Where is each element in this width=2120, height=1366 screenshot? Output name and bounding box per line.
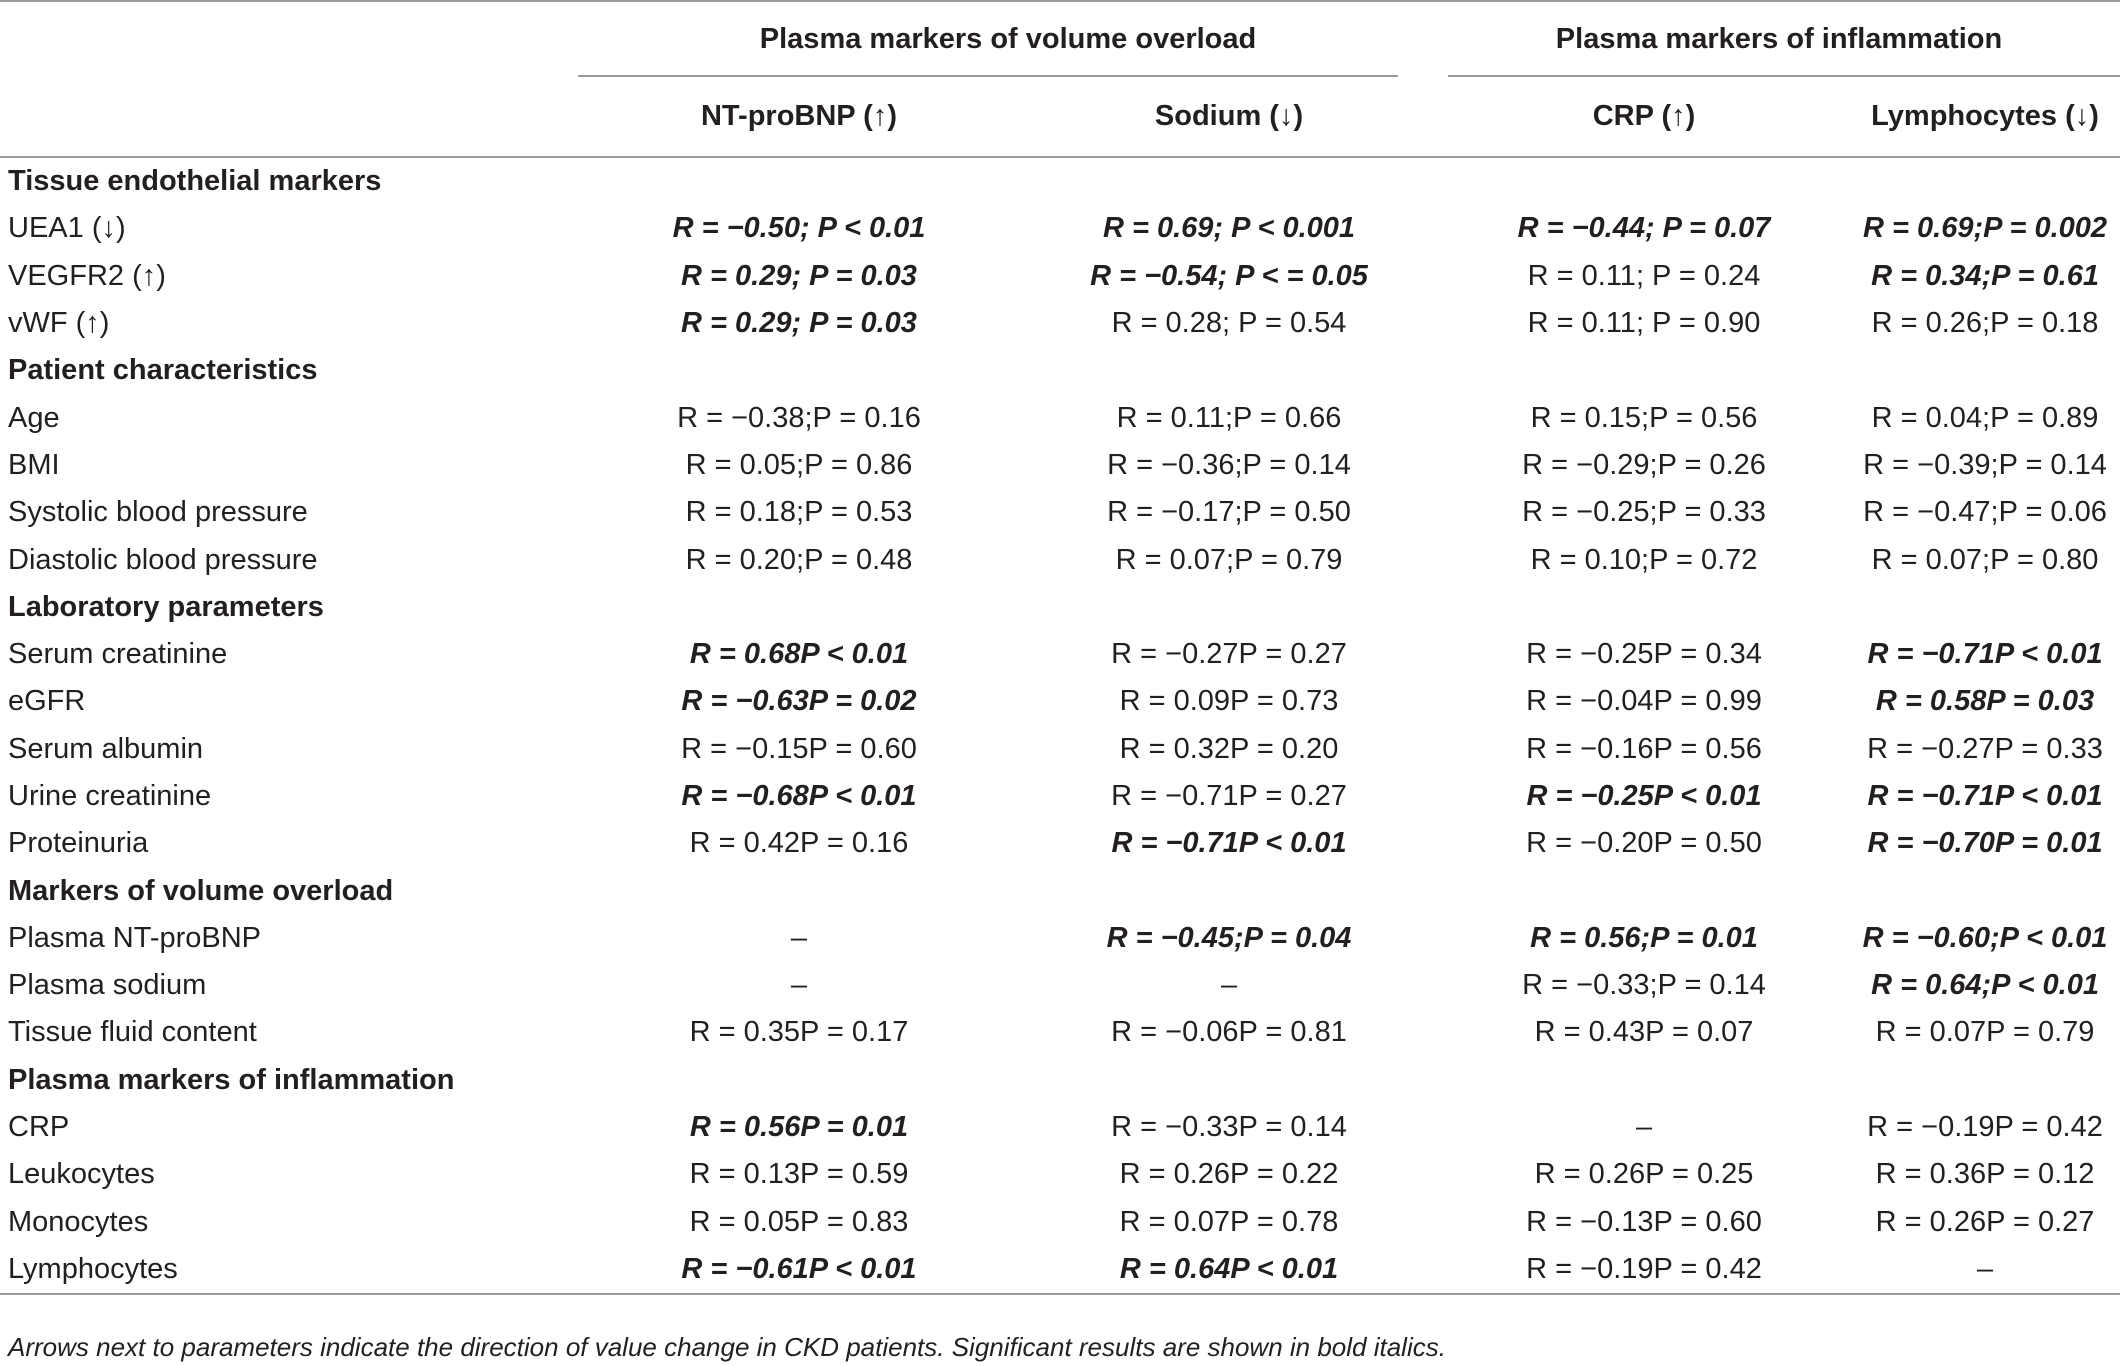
section-header-label: Patient characteristics (8, 354, 318, 387)
section-header-empty-cell (1850, 584, 2120, 631)
section-header-empty-cell (578, 1057, 1020, 1104)
row-label: UEA1 (↓) (8, 212, 126, 245)
section-header-empty-cell (578, 157, 1020, 205)
cell-sodium: R = 0.69; P < 0.001 (1102, 212, 1356, 245)
cell-lymphocytes: R = −0.47;P = 0.06 (1863, 496, 2107, 529)
row-label: Proteinuria (8, 827, 149, 860)
row-label: Urine creatinine (8, 780, 212, 812)
table-row (0, 773, 2120, 820)
column-header-sodium: Sodium (↓) (1020, 76, 1438, 157)
group-header-inflammation-label: Plasma markers of inflammation (1555, 22, 2003, 55)
cell-crp: R = 0.11; P = 0.24 (1527, 259, 1761, 292)
cell-sodium: R = −0.17;P = 0.50 (1107, 496, 1351, 529)
cell-lymphocytes: R = 0.64;P < 0.01 (1871, 969, 2099, 1002)
cell-lymphocytes: R = −0.70P = 0.01 (1867, 827, 2103, 860)
cell-lymphocytes: – (1850, 1246, 2120, 1294)
section-header-empty-cell (1020, 1057, 1438, 1104)
table-row (0, 300, 2120, 347)
cell-ntprobnp: R = −0.68P < 0.01 (681, 780, 917, 812)
cell-lymphocytes: R = −0.71P < 0.01 (1867, 638, 2103, 671)
group-header-volume-overload (578, 1, 1438, 76)
section-header-empty-cell (578, 347, 1020, 394)
section-header-empty-cell (1020, 584, 1438, 631)
section-header-empty-cell (578, 867, 1020, 914)
cell-ntprobnp: R = 0.05P = 0.83 (689, 1205, 909, 1238)
section-header-empty-cell (1438, 157, 1850, 205)
cell-lymphocytes: R = −0.71P < 0.01 (1867, 780, 2103, 812)
cell-ntprobnp: R = 0.29; P = 0.03 (681, 259, 917, 292)
section-header-label: Plasma markers of inflammation (8, 1063, 455, 1096)
cell-sodium: R = 0.07P = 0.78 (1119, 1205, 1339, 1238)
cell-lymphocytes: R = 0.58P = 0.03 (1875, 685, 2095, 718)
table-row (0, 253, 2120, 300)
table-row (0, 1199, 2120, 1246)
table-row (0, 1246, 2120, 1294)
row-label: BMI (8, 448, 60, 481)
table-row (0, 631, 2120, 678)
group-header-row (0, 1, 2120, 76)
cell-crp: R = −0.16P = 0.56 (1526, 732, 1762, 765)
cell-crp: R = −0.25;P = 0.33 (1522, 496, 1766, 529)
cell-crp: R = −0.04P = 0.99 (1526, 685, 1762, 718)
table-row (0, 1009, 2120, 1056)
section-header-empty-cell (1020, 867, 1438, 914)
column-header-crp: CRP (↑) (1438, 76, 1850, 157)
table-row (0, 394, 2120, 441)
row-label: Plasma NT-proBNP (8, 921, 262, 954)
cell-crp: R = 0.26P = 0.25 (1534, 1158, 1754, 1191)
cell-ntprobnp: R = −0.63P = 0.02 (681, 685, 917, 718)
cell-lymphocytes: R = 0.26P = 0.27 (1875, 1205, 2095, 1238)
section-header-row (0, 1057, 2120, 1104)
group-underline-inflammation (1448, 75, 2120, 77)
table-row (0, 442, 2120, 489)
cell-sodium: R = 0.07;P = 0.79 (1115, 543, 1343, 576)
table-row (0, 536, 2120, 583)
cell-sodium: R = 0.28; P = 0.54 (1111, 307, 1347, 340)
row-label: Age (8, 401, 60, 434)
cell-sodium: R = −0.71P < 0.01 (1111, 827, 1347, 860)
row-label: Diastolic blood pressure (8, 543, 318, 576)
column-header-row (0, 76, 2120, 157)
table-row (0, 820, 2120, 867)
cell-crp: R = −0.44; P = 0.07 (1517, 212, 1771, 245)
cell-sodium: R = −0.71P = 0.27 (1111, 780, 1347, 812)
cell-ntprobnp: R = −0.61P < 0.01 (578, 1246, 1020, 1294)
cell-sodium: R = −0.33P = 0.14 (1111, 1111, 1347, 1144)
cell-crp: R = −0.25P < 0.01 (1526, 780, 1762, 812)
section-header-empty-cell (1020, 157, 1438, 205)
column-header-empty (0, 76, 578, 157)
section-header-label: Markers of volume overload (8, 874, 394, 907)
section-header-empty-cell (578, 584, 1020, 631)
cell-ntprobnp: R = 0.13P = 0.59 (689, 1158, 909, 1191)
cell-lymphocytes: R = 0.34;P = 0.61 (1871, 259, 2099, 292)
cell-sodium: – (1220, 969, 1238, 1002)
section-header-empty-cell (1850, 157, 2120, 205)
table-row (0, 489, 2120, 536)
group-header-inflammation (1438, 1, 2120, 76)
cell-sodium: R = 0.64P < 0.01 (1020, 1246, 1438, 1294)
table-row (0, 1151, 2120, 1198)
row-label: Lymphocytes (0, 1246, 578, 1294)
table-row (0, 1104, 2120, 1151)
group-underline-volume (578, 75, 1398, 77)
cell-lymphocytes: R = −0.19P = 0.42 (1867, 1111, 2103, 1144)
section-header-label: Tissue endothelial markers (8, 165, 382, 198)
cell-ntprobnp: R = 0.56P = 0.01 (689, 1111, 909, 1144)
section-header-row (0, 584, 2120, 631)
cell-ntprobnp: – (790, 921, 808, 954)
cell-ntprobnp: R = −0.50; P < 0.01 (672, 212, 926, 245)
row-label: vWF (↑) (8, 307, 110, 340)
cell-crp: R = −0.29;P = 0.26 (1522, 448, 1766, 481)
table-row (0, 962, 2120, 1009)
table-body (0, 157, 2120, 1294)
row-label: Plasma sodium (8, 969, 207, 1002)
header-empty-cell (0, 1, 578, 76)
section-header-empty-cell (1850, 1057, 2120, 1104)
cell-sodium: R = −0.45;P = 0.04 (1106, 921, 1352, 954)
section-header-empty-cell (1850, 347, 2120, 394)
cell-ntprobnp: R = −0.38;P = 0.16 (677, 401, 921, 434)
cell-crp: R = −0.33;P = 0.14 (1522, 969, 1766, 1002)
cell-ntprobnp: R = 0.29; P = 0.03 (681, 307, 917, 340)
cell-lymphocytes: R = 0.04;P = 0.89 (1871, 401, 2099, 434)
section-header-label: Laboratory parameters (8, 590, 324, 623)
cell-crp: – (1635, 1111, 1653, 1144)
cell-crp: R = −0.19P = 0.42 (1438, 1246, 1850, 1294)
cell-crp: R = −0.25P = 0.34 (1526, 638, 1762, 671)
section-header-empty-cell (1438, 584, 1850, 631)
cell-lymphocytes: R = −0.60;P < 0.01 (1862, 921, 2108, 954)
section-header-row (0, 347, 2120, 394)
table-row (0, 915, 2120, 962)
row-label: Leukocytes (8, 1158, 155, 1191)
cell-sodium: R = 0.26P = 0.22 (1119, 1158, 1339, 1191)
row-label: CRP (8, 1111, 70, 1144)
row-label: Monocytes (8, 1205, 149, 1238)
section-header-empty-cell (1438, 867, 1850, 914)
column-header-ntprobnp: NT-proBNP (↑) (578, 76, 1020, 157)
section-header-empty-cell (1438, 347, 1850, 394)
cell-sodium: R = −0.36;P = 0.14 (1107, 448, 1351, 481)
section-header-row (0, 157, 2120, 205)
cell-lymphocytes: R = 0.26;P = 0.18 (1871, 307, 2099, 340)
group-header-volume-label: Plasma markers of volume overload (759, 22, 1257, 55)
cell-ntprobnp: R = 0.20;P = 0.48 (685, 543, 913, 576)
cell-crp: R = 0.15;P = 0.56 (1530, 401, 1758, 434)
table-header (0, 1, 2120, 157)
cell-crp: R = 0.43P = 0.07 (1534, 1016, 1754, 1049)
cell-ntprobnp: – (790, 969, 808, 1002)
cell-ntprobnp: R = 0.42P = 0.16 (689, 827, 909, 860)
cell-ntprobnp: R = −0.15P = 0.60 (681, 732, 917, 765)
table-row (0, 726, 2120, 773)
cell-lymphocytes: R = −0.27P = 0.33 (1867, 732, 2103, 765)
section-header-empty-cell (1850, 867, 2120, 914)
cell-lymphocytes: R = −0.39;P = 0.14 (1863, 448, 2107, 481)
table-row (0, 205, 2120, 252)
cell-sodium: R = −0.27P = 0.27 (1111, 638, 1347, 671)
row-label: VEGFR2 (↑) (8, 259, 166, 292)
row-label: Tissue fluid content (8, 1016, 257, 1049)
cell-sodium: R = −0.54; P < = 0.05 (1090, 259, 1368, 292)
cell-lymphocytes: R = 0.69;P = 0.002 (1863, 212, 2108, 245)
cell-lymphocytes: R = 0.36P = 0.12 (1875, 1158, 2095, 1191)
cell-sodium: R = 0.32P = 0.20 (1119, 732, 1339, 765)
section-header-empty-cell (1438, 1057, 1850, 1104)
table-footnote: Arrows next to parameters indicate the direction of value change in CKD patients. Significant results are shown in bold italics. (8, 1332, 1446, 1362)
cell-ntprobnp: R = 0.18;P = 0.53 (685, 496, 913, 529)
cell-ntprobnp: R = 0.68P < 0.01 (689, 638, 909, 671)
cell-lymphocytes: R = 0.07;P = 0.80 (1871, 543, 2099, 576)
cell-ntprobnp: R = 0.35P = 0.17 (689, 1016, 909, 1049)
cell-crp: R = 0.11; P = 0.90 (1527, 307, 1761, 340)
table-row (0, 678, 2120, 725)
section-header-empty-cell (1020, 347, 1438, 394)
row-label: Serum albumin (8, 732, 204, 765)
cell-crp: R = 0.10;P = 0.72 (1530, 543, 1758, 576)
cell-crp: R = −0.20P = 0.50 (1526, 827, 1762, 860)
cell-crp: R = 0.56;P = 0.01 (1530, 921, 1758, 954)
cell-sodium: R = −0.06P = 0.81 (1111, 1016, 1347, 1049)
cell-sodium: R = 0.09P = 0.73 (1119, 685, 1339, 718)
row-label: eGFR (8, 685, 86, 718)
cell-lymphocytes: R = 0.07P = 0.79 (1875, 1016, 2095, 1049)
row-label: Systolic blood pressure (8, 496, 308, 529)
column-header-lymphocytes: Lymphocytes (↓) (1850, 76, 2120, 157)
cell-sodium: R = 0.11;P = 0.66 (1116, 401, 1342, 434)
row-label: Serum creatinine (8, 638, 228, 671)
cell-crp: R = −0.13P = 0.60 (1526, 1205, 1762, 1238)
section-header-row (0, 867, 2120, 914)
cell-ntprobnp: R = 0.05;P = 0.86 (685, 448, 913, 481)
